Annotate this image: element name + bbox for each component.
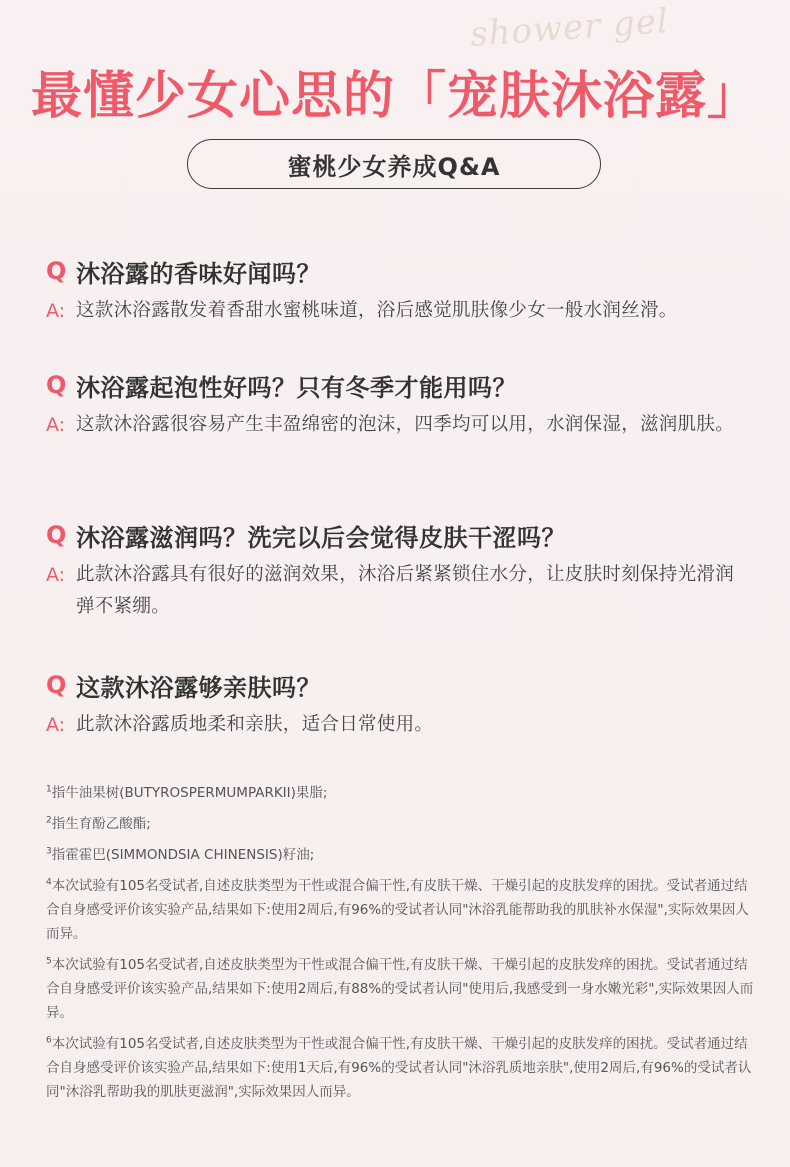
footnote-text: 本次试验有105名受试者,自述皮肤类型为干性或混合偏干性,有皮肤干燥、干燥引起的皮肤发痒的困扰。受试者通过结合自身感受评价该实验产品,结果如下:使用2周后,有88%的受试者认同"使用后,我感受到一身水嫩光彩",实际效果因人而异。 (46, 957, 754, 1021)
question-text: 沐浴露的香味好闻吗？ (76, 259, 321, 288)
a-mark: A: (46, 714, 66, 736)
footnote-text: 指霍霍巴(SIMMONDSIA CHINENSIS)籽油; (51, 847, 315, 863)
footnote-text: 本次试验有105名受试者,自述皮肤类型为干性或混合偏干性,有皮肤干燥、干燥引起的皮肤发痒的困扰。受试者通过结合自身感受评价该实验产品,结果如下:使用2周后,有96%的受试者认同"沐浴乳能帮助我的肌肤补水保湿",实际效果因人而异。 (46, 878, 749, 942)
footnote (46, 874, 756, 946)
qa-item (46, 253, 756, 327)
q-mark: Q (46, 257, 67, 285)
q-mark: Q (46, 521, 67, 549)
page-headline: 最懂少女心思的「宠肤沐浴露」 (30, 67, 759, 126)
answer-row (46, 409, 756, 441)
question-row (46, 367, 756, 403)
footnote (46, 1032, 756, 1104)
question-text: 沐浴露滋润吗？洗完以后会觉得皮肤干涩吗？ (76, 523, 566, 552)
answer-text: 此款沐浴露质地柔和亲肤，适合日常使用。 (76, 714, 434, 735)
footnote-number: 3 (46, 846, 52, 857)
footnote-number: 6 (46, 1035, 52, 1046)
answer-row (46, 709, 756, 741)
q-mark: Q (46, 671, 67, 699)
footnote-number: 1 (46, 784, 52, 795)
footnote-number: 4 (46, 877, 52, 888)
answer-text: 此款沐浴露具有很好的滋润效果，沐浴后紧紧锁住水分，让皮肤时刻保持光滑润弹不紧绷。 (76, 564, 735, 617)
qa-title-pill (187, 139, 601, 189)
footnote (46, 843, 756, 867)
qa-item (46, 367, 756, 441)
answer-row (46, 559, 756, 623)
a-mark: A: (46, 414, 66, 436)
footnote (46, 781, 756, 805)
footnotes (46, 781, 756, 1111)
script-decoration: shower gel (468, 1, 671, 55)
answer-text: 这款沐浴露散发着香甜水蜜桃味道，浴后感觉肌肤像少女一般水润丝滑。 (76, 300, 678, 321)
footnote-text: 指牛油果树(BUTYROSPERMUMPARKII)果脂; (51, 785, 328, 801)
question-text: 这款沐浴露够亲肤吗？ (76, 673, 321, 702)
footnote-number: 2 (46, 815, 52, 826)
qa-title-label: 蜜桃少女养成Q&A (287, 152, 501, 181)
a-mark: A: (46, 564, 66, 586)
footnote (46, 812, 756, 836)
question-row (46, 253, 756, 289)
footnote-text: 指生育酚乙酸酯; (51, 816, 151, 832)
question-text: 沐浴露起泡性好吗？只有冬季才能用吗？ (76, 373, 517, 402)
footnote-text: 本次试验有105名受试者,自述皮肤类型为干性或混合偏干性,有皮肤干燥、干燥引起的皮肤发痒的困扰。受试者通过结合自身感受评价该实验产品,结果如下:使用1天后,有96%的受试者认同"沐浴乳质地亲肤",使用2周后,有96%的受试者认同"沐浴乳帮助我的肌肤更滋润",实际效果因人而异。 (46, 1036, 752, 1100)
answer-row (46, 295, 756, 327)
qa-item (46, 517, 756, 623)
q-mark: Q (46, 371, 67, 399)
footnote-number: 5 (46, 956, 52, 967)
answer-text: 这款沐浴露很容易产生丰盈绵密的泡沫，四季均可以用，水润保湿，滋润肌肤。 (76, 414, 735, 435)
a-mark: A: (46, 300, 66, 322)
question-row (46, 517, 756, 553)
footnote (46, 953, 756, 1025)
question-row (46, 667, 756, 703)
qa-item (46, 667, 756, 741)
